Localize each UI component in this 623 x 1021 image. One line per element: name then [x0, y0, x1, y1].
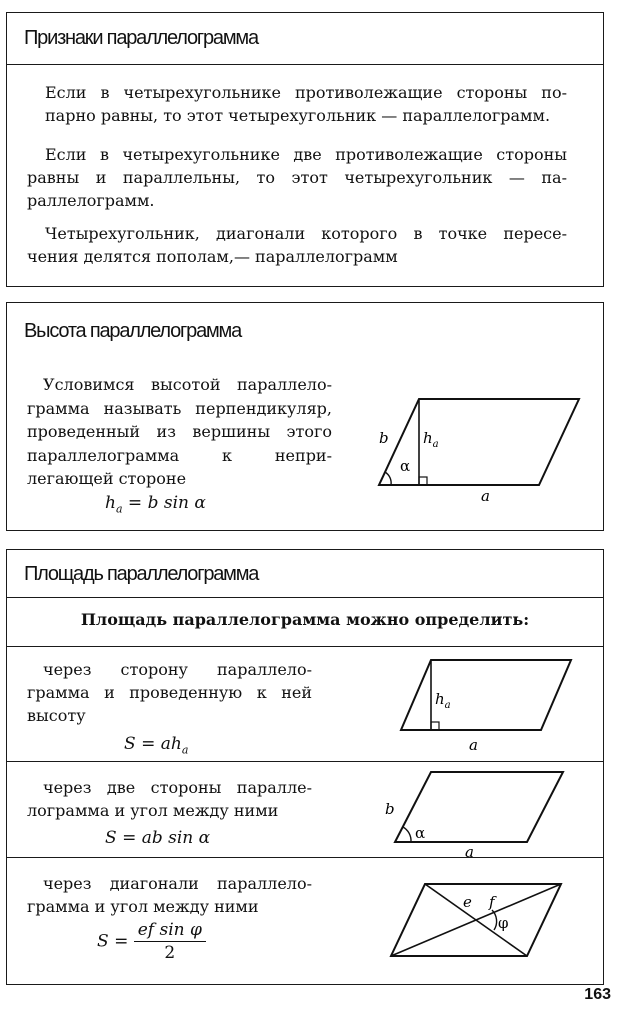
- area-title: Площадь параллелограмма: [7, 550, 603, 598]
- height-fig-label-a: a: [481, 487, 490, 505]
- area-row-separator: [7, 761, 603, 762]
- area-formula-1: $S = ah_a$: [124, 734, 189, 757]
- area-fig-3-label-phi: φ: [498, 914, 509, 932]
- area-fig-2: [377, 766, 587, 860]
- area-method-3-text: через диагонали параллело- грамма и угол между ними: [27, 874, 312, 916]
- area-formula-2: S = ab sin α: [105, 828, 211, 848]
- area-section: [6, 549, 604, 985]
- area-method-2-text: через две стороны паралле- лограмма и угол между ними: [27, 778, 312, 820]
- sign-2-text: Если в четырехугольнике две противолежащие стороны равны и параллельны, то этот четырехугольник — па- раллелограмм.: [27, 145, 567, 210]
- area-fig-3-label-e: e: [463, 893, 472, 911]
- area-fig-1-label-h: $h_a$: [435, 690, 451, 711]
- area-row-separator: [7, 857, 603, 858]
- page-number: 163: [584, 986, 611, 1003]
- area-method-1-text: через сторону параллело- грамма и проведенную к ней высоту: [27, 660, 312, 725]
- height-fig-label-alpha: α: [400, 457, 411, 475]
- height-formula: $h_a = b$ sin α: [105, 493, 206, 516]
- area-fig-3: [379, 880, 579, 964]
- area-formula-3: S = $\frac{\text{ef sin φ}}{2}$: [97, 920, 206, 963]
- sign-3-text: Четырехугольник, диагонали которого в точке пересе- чения делятся пополам,— параллелограмм: [27, 224, 567, 266]
- area-fig-1-label-a: a: [469, 736, 478, 754]
- height-fig-label-h: $h_a$: [423, 429, 439, 450]
- signs-title: Признаки параллелограмма: [7, 13, 603, 65]
- area-formula-3-fraction: $\frac{\text{ef sin φ}}{2}$: [134, 920, 206, 963]
- area-fig-2-label-alpha: α: [415, 824, 426, 842]
- area-intro: Площадь параллелограмма можно определить:: [80, 610, 530, 629]
- height-parallelogram-figure: [369, 391, 589, 509]
- area-fig-3-label-f: f: [489, 893, 495, 911]
- sign-1-text: Если в четырехугольнике противолежащие стороны по- парно равны, то этот четырехугольник — параллелограмм.: [45, 83, 567, 125]
- height-definition: Условимся высотой параллело- грамма называть перпендикуляр, проведенный из вершины этого параллелограмма к непри- легающей стороне: [27, 375, 332, 488]
- signs-section: [6, 12, 604, 287]
- height-title: Высота параллелограмма: [24, 320, 242, 342]
- area-fig-2-label-a: a: [465, 843, 474, 860]
- height-section: [6, 302, 604, 531]
- area-row-separator: [7, 646, 603, 647]
- area-fig-2-label-b: b: [385, 800, 395, 818]
- height-fig-label-b: b: [379, 429, 389, 447]
- area-fig-1: [383, 654, 583, 754]
